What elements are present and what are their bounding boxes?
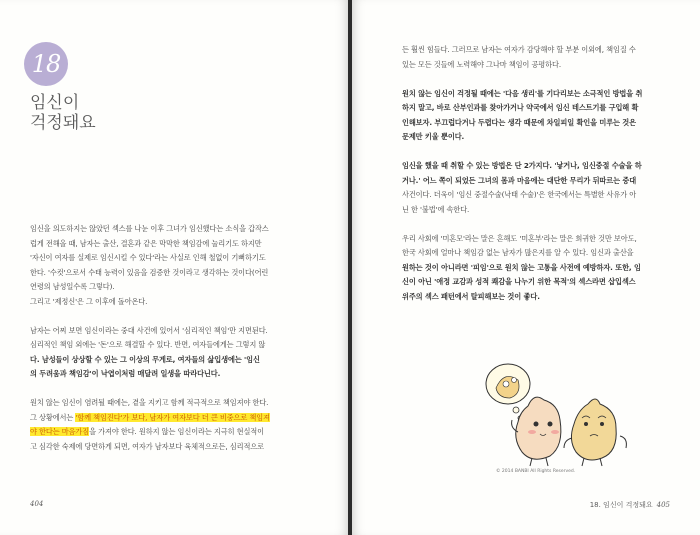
body-line-bold: 의 두려움과 책임감'이 낙엽이처럼 매달려 일생을 따라다닌다. <box>30 369 221 378</box>
body-line: '자신이 여자를 실제로 임신시킬 수 있다'라는 사실로 인해 철없이 기뻐하기도 <box>30 253 266 262</box>
body-line: 고 심각한 숙제에 당면하게 되면, 여자가 남자보다 육체적으로든, 심리적으로 <box>30 441 264 451</box>
chapter-number-badge <box>24 42 68 86</box>
left-page <box>0 0 348 535</box>
left-character <box>512 397 561 466</box>
body-line-bold: 신이 아닌 '애정 교감과 성적 쾌감을 나누기 위한 목적'의 섹스라면 삽입섹스 <box>402 277 636 286</box>
body-line: 럽게 전해올 때, 남자는 출산, 결혼과 같은 막막한 책임감에 눌리기도 하지만 <box>30 238 262 248</box>
body-line: 원치 않는 임신이 염려될 때에는, 곁을 지키고 함께 적극적으로 책임져야 한다. <box>30 398 269 407</box>
running-header: 18. 임신이 걱정돼요 <box>589 501 653 509</box>
highlighted-text: 야 한다는 마음가짐 <box>30 427 90 436</box>
body-line: 우리 사회에 '미혼모'라는 말은 흔해도 '미혼부'라는 말은 희귀한 것만 보아도, <box>402 233 637 243</box>
body-line: 남자는 어찌 보면 임신이라는 중대 사건에 있어서 '심리적인 책임'만 지면된다. <box>30 325 268 335</box>
body-line: 임신을 의도하지는 않았던 섹스를 나눈 이후 그녀가 임신했다는 소식을 갑작스 <box>30 224 269 233</box>
page-footer-right <box>590 500 670 510</box>
body-line: 심리적인 책임 외에는 '돈'으로 해결할 수 있다. 반면, 여자들에게는 그렇지 않 <box>30 340 266 349</box>
left-body-text <box>30 222 330 454</box>
body-line-bold: 원치 않는 임신이 걱정될 때에는 '다음 생리'를 기다리보는 소극적인 방법을 취 <box>402 88 643 98</box>
chapter-title-line-2: 걱정돼요 <box>30 113 96 133</box>
chapter-number: 18 <box>31 50 61 78</box>
body-line-bold: 다. 남성들이 상상할 수 있는 그 이상의 무게로, 여자들의 삶입생에는 '임신 <box>30 354 260 364</box>
highlighted-text: '함께 책임진다'가 보다, 남자가 여자보다 더 큰 비중으로 책임져 <box>75 412 270 422</box>
body-line-bold: 문제만 키울 뿐이다. <box>402 132 465 141</box>
body-line: 야 한다는 마음가짐을 가져야 한다. 원하지 않는 임신이라는 지극히 현실적이 <box>30 427 264 436</box>
right-body-text <box>402 43 672 304</box>
body-line-bold: 위주의 섹스 패턴에서 탈피해보는 것이 좋다. <box>402 291 540 301</box>
body-line: 있는 모든 것들에 노력해야 그나마 책임이 공평하다. <box>402 59 562 69</box>
body-line: 그 상황에서는 '함께 책임진다'가 보다, 남자가 여자보다 더 큰 비중으로 책임져 <box>30 412 270 422</box>
copyright-notice: © 2014 BANBI All Rights Reserved. <box>496 469 576 474</box>
chapter-title <box>30 93 150 133</box>
body-line-bold: 임신을 했을 때 취할 수 있는 방법은 단 2가지다. '낳거나, 임신중절 수술을 하 <box>402 161 642 170</box>
chapter-title-line-1: 임신이 <box>30 93 80 113</box>
page-number-right: 405 <box>656 501 670 509</box>
body-line-bold: 거나.' 어느 쪽이 되었든 그녀의 몸과 마음에는 대단한 무리가 뒤따르는 중대 <box>402 175 637 185</box>
body-line-bold: 하지 말고, 바로 산부인과를 찾아가거나 약국에서 임신 테스트기를 구입해 확 <box>402 103 639 112</box>
right-character <box>564 399 626 466</box>
body-line: 닌 한 '불법'에 속한다. <box>402 204 470 214</box>
body-line-bold: 원하는 것이 아니라면 '피임'으로 원치 않는 고통을 사전에 예방하자. 또한, 임 <box>402 262 641 272</box>
body-line: 한국 사회에 얼마나 책임감 없는 남자가 많은지를 알 수 있다. 임신과 출산을 <box>402 248 634 257</box>
body-line: 연령의 남성일수록 그렇다). <box>30 282 115 291</box>
page-number-left: 404 <box>30 500 44 508</box>
body-line-bold: 인해보자. 부끄럽다거나 두렵다는 생각 때문에 차일피일 확인을 미루는 것은 <box>402 117 636 127</box>
body-line: 한다. '수컷'으로서 수태 능력이 있음을 검증한 것이라고 생각하는 것이다(어린 <box>30 267 269 277</box>
cartoon-illustration <box>470 358 640 468</box>
body-line: 사건이다. 더욱이 '임신 중절수술(낙태 수술)'은 한국에서는 특별한 사유가 아 <box>402 190 637 199</box>
body-line: 그리고 '제정신'은 그 이후에 돌아온다. <box>30 296 148 306</box>
body-line: 든 훨씬 힘들다. 그러므로 남자는 여자가 감당해야 할 부분 이외에, 책임질 수 <box>402 45 636 54</box>
